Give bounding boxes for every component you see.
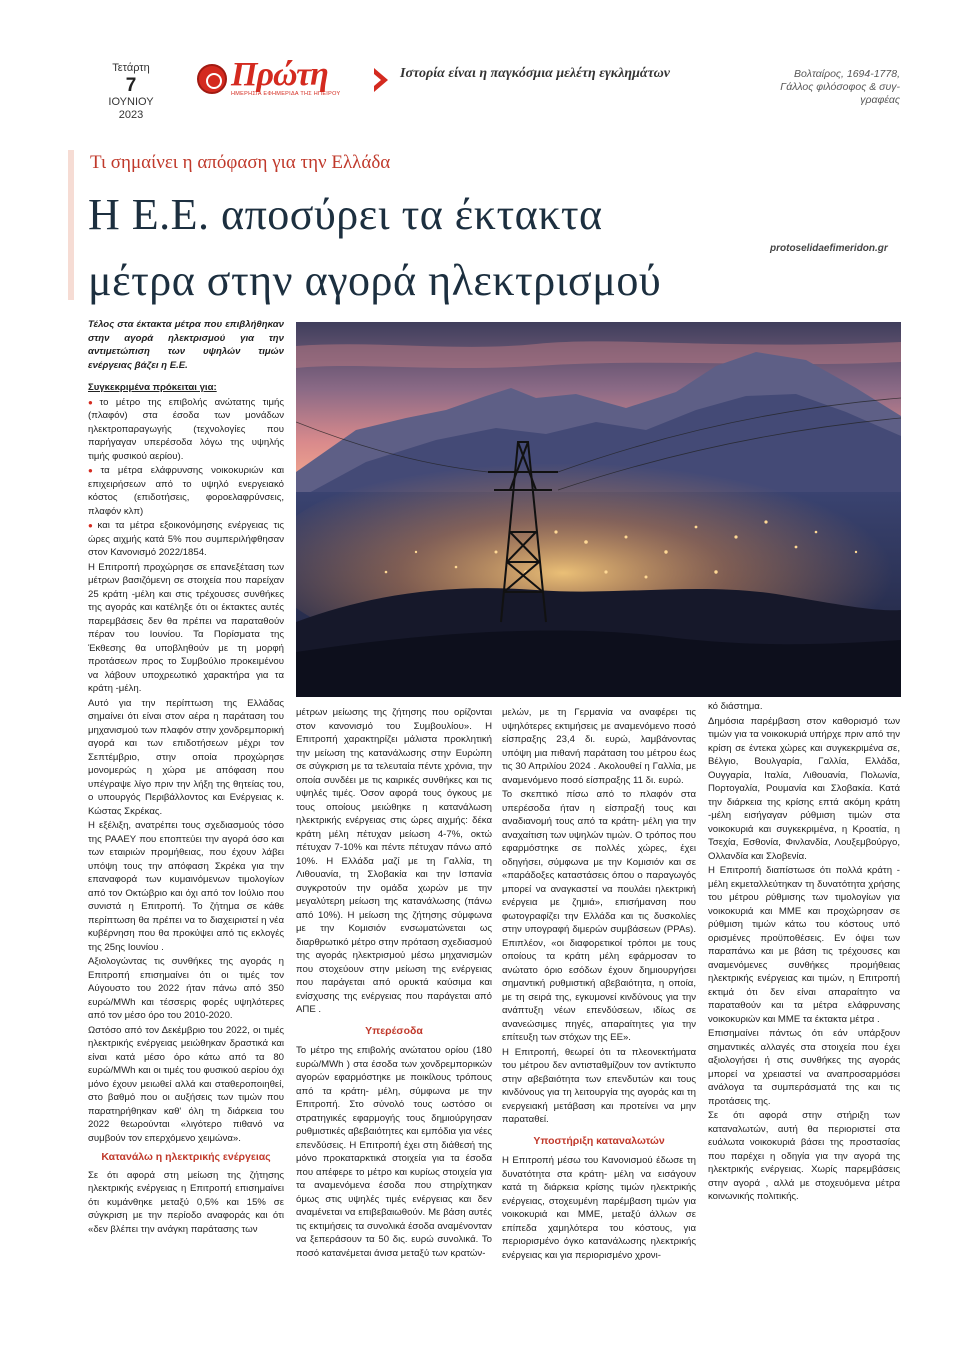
article-lead: Τέλος στα έκτακτα μέτρα που επιβλήθηκαν στην αγορά ηλεκτρισμού για την αντιμετώπιση των υψηλών τιμών ενέργειας βάζει η Ε.Ε. [88,319,284,371]
list-item: ● τα μέτρα ελάφρυνσης νοικοκυριών και επιχειρήσεων από το υψηλό ενεργειακό κόστος (επιδοτήσεις, φοροελαφρύνσεις, πλαφόν κλπ) [88,464,284,518]
paragraph: Επισημαίνει πάντως ότι εάν υπάρξουν σημαντικές αλλαγές στα στοιχεία που έχει αξιολογήσει ή στις συνθήκες της αγοράς μπορεί να χρειαστεί να αναπροσαρμόσει ανάλογα τα συμπεράσματά της και τις προτάσεις της. [708,1028,900,1107]
paragraph: Αξιολογώντας τις συνθήκες της αγοράς η Επιτροπή επισημαίνει ότι οι τιμές τον Αύγουστο του 2022 ήταν πάνω από 350 ευρώ/MWh και τέσσερις φορές υψηλότερες από τον μέσο όρο του 2010-2020. [88,956,284,1021]
paragraph: Το σκεπτικό πίσω από το πλαφόν στα υπερέσοδα ήταν η είσπραξή τους και αναδιανομή τους από τα κράτη- μέλη για την αναχαίτιση των υψηλών τιμών. Ο τρόπος που εφαρμόστηκε σε πολλές χώρες, έχει οδηγήσει, σύμφωνα με την Κομισιόν και σε «παράδοξες καταστάσεις όπου ο παραγωγός μπορεί να αναγκαστεί να πουλάει ηλεκτρική ενέργεια με ζημιά», επισήμανση που φωτογραφίζει την Ελλάδα και τις δυσκολίες στην υπογραφή διμερών συμβάσεων (PPAs). Επιπλέον, «οι διαφορετικοί τρόποι με τους οποίους τα κράτη μέλη εφάρμοσαν το ανώτατο όριο εσόδων έχουν δημιουργήσει σημαντική ρυθμιστική αβεβαιότητα, η οποία, με τη σειρά της, εγκυμονεί κινδύνους για την ανάπτυξη νέων επενδύσεων, ιδίως σε ανανεώσιμες πηγές, απαραίτητες για την επίτευξη των στόχων της ΕΕ». [502,789,696,1043]
paragraph: Σε ότι αφορά στην στήριξη των καταναλωτών, αυτή θα περιοριστεί στα ευάλωτα νοικοκυριά βάσει της προστασίας που παρέχει η οδηγία για την αγορά της ηλεκτρικής ενέργειας. Χωρίς παρεμβάσεις στην αγορά , αλλά με στοχευόμενα μέτρα κοινωνικής πολιτικής. [708,1110,900,1202]
date-year: 2023 [118,109,144,121]
list-item: ● το μέτρο της επιβολής ανώτατης τιμής (πλαφόν) στα έσοδα των μονάδων ηλεκτροπαραγωγής (τεχνολογίες που παρήγαγαν υπερέσοδα λόγω της υψηλής τιμής φυσικού αερίου). [88,396,284,464]
article-kicker: Τι σημαίνει η απόφαση για την Ελλάδα [90,152,391,173]
paragraph: Η εξέλιξη, ανατρέπει τους σχεδιασμούς τόσο της ΡΑΑΕΥ που εποπτεύει την αγορά όσο και των εταιριών προμήθειας, που έχουν λάβει υπόψη τους την απόφαση Σκρέκα για την επαναφορά των κυμαινόμενων τιμολογίων από τον Οκτώβριο και όχι από τον Ιούλιο που συνιστά η Επιτροπή. Το ζήτημα σε κάθε περίπτωση θα πρέπει να το διαχειριστεί η νέα κυβέρνηση που θα προκύψει από τις εκλογές της 25ης Ιουνίου . [88,820,284,953]
issue-date [100,62,162,122]
paragraph: Το μέτρο της επιβολής ανώτατου ορίου (180 ευρώ/MWh ) στα έσοδα των χονδρεμπορικών αγορών εφαρμόστηκε με ποικίλους τρόπους από τα κράτη- μέλη, σύμφωνα με την Επιτροπή. Στο σύνολό τους ωστόσο οι στρατηγικές εφαρμογής τους δημιούργησαν ρυθμιστικές αβεβαιότητες και εμπόδια για νέες επενδύσεις. Η Επιτροπή έχει στη διάθεσή της μόνο προκαταρκτικά στοιχεία για τα έσοδα που απέφερε το μέτρο και κυρίως στοιχεία για τα αναμενόμενα έσοδα που στηρίχτηκαν όμως στις υψηλές τιμές ενέργειας και δεν αναμένεται να επιβεβαιωθούν. Με βάση αυτές τις εκτιμήσεις τα συνολικά έσοδα αναμένονταν να ξεπεράσουν τα 50 δις. ευρώ συνολικά. Το ποσό κατανέμεται άνισα μεταξύ των κρατών- [296,1045,492,1259]
article-headline: Η Ε.Ε. αποσύρει τα έκτακτα μέτρα στην αγορά ηλεκτρισμού [88,190,662,305]
paragraph: μελών, με τη Γερμανία να αναφέρει τις υψηλότερες εκτιμήσεις με αναμενόμενο ποσό είσπραξης 23,4 δι. ευρώ, λαμβάνοντας υπόψη μια πιθανή παράταση του μέτρου έως τις 30 Απριλίου 2024 . Ακολουθεί η Γαλλία, με αναμενόμενο ποσό είσπραξης 11 δι. ευρώ. [502,707,696,786]
paragraph: Σε ότι αφορά στη μείωση της ζήτησης ηλεκτρικής ενέργειας η Επιτροπή επισημαίνει ότι κυμάνθηκε μεταξύ 0,5% και 15% σε σύγκριση με την περίοδο αναφοράς και ότι «δεν βλέπει την ανάγκη παράτασης των [88,1169,284,1235]
paragraph: Η Επιτροπή μέσω του Κανονισμού έδωσε τη δυνατότητα στα κράτη- μέλη να εισάγουν κατά τη διάρκεια κρίσης τιμών ηλεκτρικής ενέργειας, στοχευμένη παρέμβαση τιμών για νοικοκυριά και ΜΜΕ, μεταξύ άλλων σε επίπεδα χαμηλότερα του κόστους, για περιορισμένο όγκο κατανάλωσης ηλεκτρικής ενέργειας και για περιορισμένο χρονι- [502,1155,696,1261]
newspaper-logo[interactable] [197,56,367,98]
article-column-3 [502,706,696,1263]
logo-emblem-icon [197,64,227,94]
article-column-1 [88,318,284,1237]
paragraph: Ωστόσο από τον Δεκέμβριο του 2022, οι τιμές ηλεκτρικής ενέργειας μειώθηκαν δραστικά και είναι κατά μέσο όρο κάτω από τα 80 ευρώ/MWh και οι τιμές του φυσικού αερίου όχι μόνο έχουν μειωθεί αλλά και σταθεροποιηθεί, στο βαθμό που οι αυξήσεις των τιμών που παρατηρήθηκαν καθ' όλη τη διάρκεια του 2022 θεωρούνται «λιγότερο πιθανό να συμβούν τον επερχόμενο χειμώνα». [88,1024,284,1144]
header-quote: Ιστορία είναι η παγκόσμια μελέτη εγκλημάτων [400,66,670,81]
quote-attribution: Βολταίρος, 1694-1778, Γάλλος φιλόσοφος & συγ- γραφέας [780,68,900,106]
section-heading: Υποστήριξη καταναλωτών [533,1134,665,1147]
paragraph: Αυτό για την περίπτωση της Ελλάδας σημαίνει ότι είναι στον αέρα η παράταση του μηχανισμού των πλαφόν στην χονδρεμπορική αγορά και των επιδοτήσεων μέχρι τον Σεπτέμβριο, στην οποία προχώρησε μονομερώς η χώρα με απόφαση που υπέγραψε λίγο πριν την λήξη της θητείας του, ο υπουργός Περιβάλλοντος και Ενέργειας κ. Κώστας Σκρέκας. [88,697,284,817]
article-column-2 [296,706,492,1261]
paragraph: Η Επιτροπή διαπίστωσε ότι πολλά κράτη - μέλη εκμεταλλεύτηκαν τη δυνατότητα χρήσης του μέτρου ρύθμισης των τιμολογίων για νοικοκυριά και ΜΜΕ και προχώρησαν σε ρύθμιση τιμών κάτω του κόστους υπό ορισμένες προϋποθέσεις. Εν όψει των παραπάνω και με βάση τις τρέχουσες και αναμενόμενες συνθήκες προμήθειας ηλεκτρικής ενέργειας και τιμών, η Επιτροπή εκτιμά ότι δεν είναι απαραίτητο να παραταθούν και τα μέτρα ελάφρυνσης νοικοκυριών και ΜΜΕ τα έκτακτα μέτρα . [708,865,900,1025]
list-intro: Συγκεκριμένα πρόκειται για: [88,382,217,393]
date-day: 7 [125,75,137,96]
list-item: ● και τα μέτρα εξοικονόμησης ενέργειας τις ώρες αιχμής κατά 5% που συμπεριλήφθησαν στον Κανονισμό 2022/1854. [88,519,284,560]
paragraph: Η Επιτροπή προχώρησε σε επανεξέταση των μέτρων βασιζόμενη σε στοιχεία που παρείχαν 25 κράτη -μέλη και στις τρέχουσες συνθήκες της αγοράς και κατέληξε ότι οι έκτακτες αυτές παρεμβάσεις δεν θα πρέπει να παραταθούν πέραν του Ιουνίου. Τα Πορίσματα της Έκθεσης θα υποβληθούν με τη μορφή προτάσεων προς το Συμβούλιο προκειμένου να λάβουν υποχρεωτικό χαρακτήρα για τα κράτη -μέλη. [88,561,284,694]
paragraph: κό διάστημα. [708,701,763,712]
date-month: ΙΟΥΝΙΟΥ [108,96,154,108]
section-heading: Κατανάλω η ηλεκτρικής ενέργειας [101,1151,271,1163]
section-heading: Υπερέσοδα [365,1024,423,1037]
paragraph: Η Επιτροπή, θεωρεί ότι τα πλεονεκτήματα του μέτρου δεν αντισταθμίζουν τον αντίκτυπο στην αβεβαιότητα των επενδυτών και τους κινδύνους για τη λειτουργία της αγοράς και τη ενεργειακή μετάβαση και προτείνει να μην παραταθεί. [502,1046,696,1125]
paragraph: μέτρων μείωσης της ζήτησης που ορίζονται στον κανονισμό του Συμβουλίου». Η Επιτροπή χαρακτηρίζει μάλιστα προκλητική την μείωση της κατανάλωσης στην Ευρώπη σε σύγκριση με τα τελευταία πέντε χρόνια, την οποία συνδέει με τις καιρικές συνθήκες και τις υψηλές τιμές. Όσον αφορά τους όγκους με τους οποίους μειώθηκε η κατανάλωση ηλεκτρικής ενέργειας στις ώρες αιχμής: δέκα κράτη μέλη πέτυχαν μείωση 4-7%, οκτώ πέτυχαν 7-10% και πέντε πέτυχαν πάνω από 10%. Η Ελλάδα μαζί με τη Γαλλία, τη Λιθουανία, τη Σλοβακία και την Ισπανία συγκροτούν την ομάδα χωρών με την μεγαλύτερη μείωση της κατανάλωσης (πάνω από 10%). Η μείωση της ζήτησης σύμφωνα με την Κομισιόν ενσωματώνεται ως διαρθρωτικό μέτρο στην πρόταση σχεδιασμού της αγοράς ηλεκτρισμού μέσω μηχανισμών που στοχεύουν στην μείωση της ενέργειας που παράγεται από ορυκτά καύσιμα και ενίσχυσης της ενέργειας που παράγεται από ΑΠΕ . [296,707,492,1015]
date-weekday: Τετάρτη [112,62,150,74]
logo-name: Πρώτη [231,56,328,93]
source-website[interactable]: protoselidaefimeridon.gr [770,243,888,254]
article-photo-power-pylon-city [296,322,901,697]
logo-subtitle: ΗΜΕΡΗΣΙΑ ΕΦΗΜΕΡΙΔΑ ΤΗΣ ΗΠΕΙΡΟΥ [231,91,341,97]
paragraph: Δημόσια παρέμβαση στον καθορισμό των τιμών για τα νοικοκυριά υπήρχε πριν από την κρίση σε έντεκα χώρες και συγκεκριμένα σε, Βέλγιο, Βουλγαρία, Γαλλία, Ελλάδα, Ουγγαρία, Ιταλία, Λιθουανία, Πολωνία, Πορτογαλία, Ρουμανία και Σλοβακία. Κατά την διάρκεια της κρίσης επτά ακόμη κράτη -μέλη εισήγαγαν ρύθμιση τιμών στα νοικοκυριά και συγκεκριμένα, η Κροατία, η Τσεχία, Εσθονία, Φινλανδία, Λουξεμβούργο, Ολλανδία και Σλοβενία. [708,715,900,862]
headline-accent-bar [68,150,74,300]
article-column-4 [708,700,900,1205]
